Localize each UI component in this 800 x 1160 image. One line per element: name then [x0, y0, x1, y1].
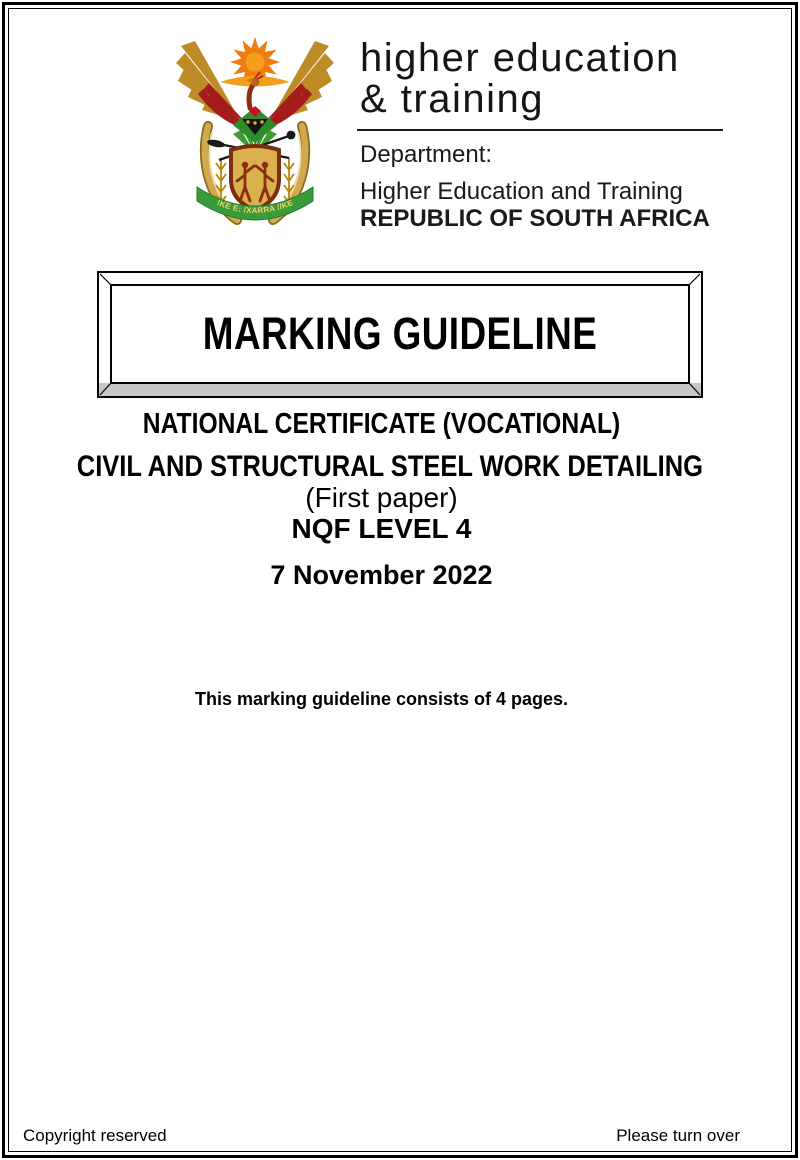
brand-title-line1: higher education	[360, 36, 680, 80]
department-label: Department:	[360, 141, 493, 168]
paper-heading: (First paper)	[305, 482, 458, 513]
brand-divider	[357, 129, 723, 131]
brand-title-line2: & training	[360, 77, 544, 121]
pages-note: This marking guideline consists of 4 pages.	[194, 689, 569, 709]
exam-date: 7 November 2022	[270, 560, 493, 590]
subject-heading: CIVIL AND STRUCTURAL STEEL WORK DETAILING	[76, 450, 703, 483]
copyright-note: Copyright reserved	[23, 1126, 167, 1145]
emblem-motto: !KE E: /XARRA //KE	[215, 198, 295, 216]
coat-of-arms-icon	[175, 30, 335, 230]
department-brand-block	[360, 38, 726, 232]
shield-icon	[231, 146, 279, 210]
department-name: Higher Education and Training	[360, 178, 683, 205]
turn-over-note: Please turn over	[616, 1126, 740, 1145]
level-heading: NQF LEVEL 4	[291, 513, 472, 544]
title-box	[97, 271, 703, 398]
document-title: MARKING GUIDELINE	[202, 308, 598, 359]
certificate-heading: NATIONAL CERTIFICATE (VOCATIONAL)	[142, 408, 621, 440]
country-name: REPUBLIC OF SOUTH AFRICA	[360, 205, 710, 232]
